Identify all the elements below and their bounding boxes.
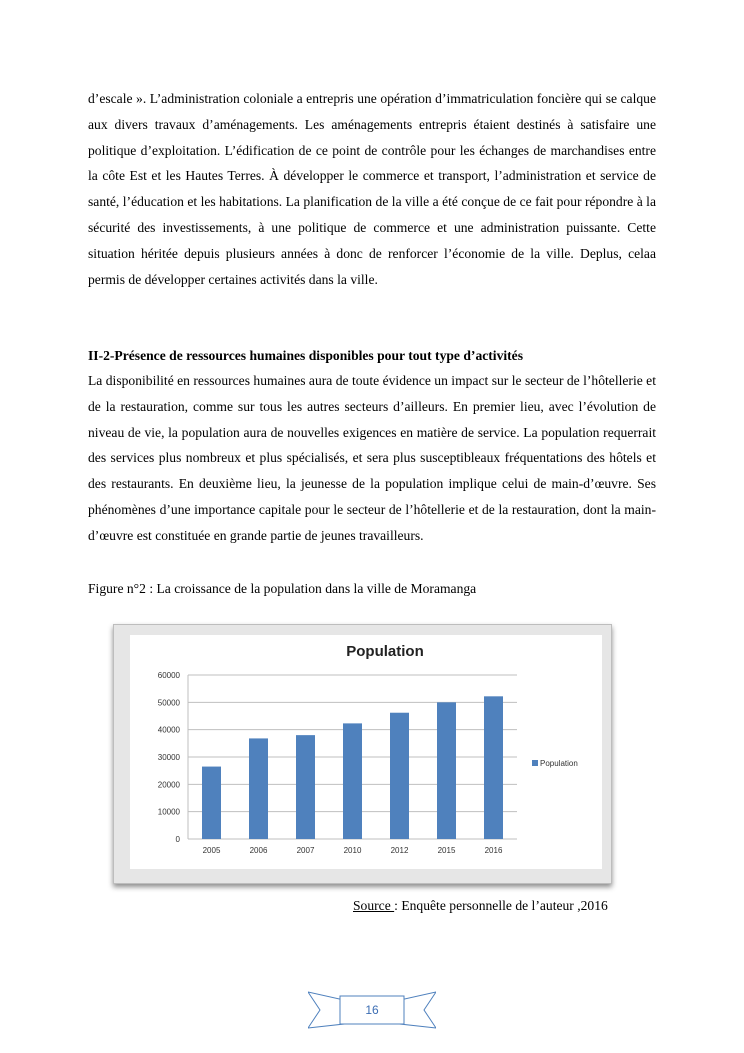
x-tick-label: 2005 <box>202 846 221 855</box>
x-tick-label: 2010 <box>343 846 362 855</box>
page-number-ribbon <box>308 990 436 1030</box>
x-tick-label: 2016 <box>484 846 503 855</box>
bar <box>437 702 456 839</box>
page-number: 16 <box>365 1003 379 1017</box>
y-tick-label: 10000 <box>157 807 180 817</box>
x-tick-label: 2012 <box>390 846 409 855</box>
y-tick-label: 0 <box>175 835 180 844</box>
bar <box>484 696 503 839</box>
y-tick-label: 30000 <box>157 753 180 762</box>
population-chart <box>130 635 602 869</box>
y-tick-label: 60000 <box>157 671 180 680</box>
y-tick-label: 40000 <box>157 725 180 735</box>
legend-label: Population <box>540 759 578 768</box>
x-tick-label: 2007 <box>296 846 315 855</box>
figure-caption: Figure n°2 : La croissance de la population dans la ville de Moramanga <box>88 581 477 596</box>
y-tick-label: 50000 <box>157 698 180 708</box>
source-label: Source <box>353 898 395 913</box>
bar <box>249 738 268 839</box>
bar <box>390 713 409 839</box>
bar <box>296 735 315 839</box>
chart-figure <box>113 624 612 884</box>
chart-title: Population <box>346 643 424 660</box>
legend-swatch <box>532 760 538 766</box>
source-line <box>353 895 608 917</box>
bar <box>202 767 221 839</box>
source-text: : Enquête personnelle de l’auteur ,2016 <box>394 898 608 913</box>
bar <box>343 723 362 839</box>
y-tick-label: 20000 <box>157 780 180 790</box>
chart-area <box>130 635 602 869</box>
body-paragraph-1: d’escale ». L’administration coloniale a entrepris une opération d’immatriculation foncière qui se calque aux divers travaux d’aménagements. Les aménagements entrepris étaient destinés à satisfaire une politique d’exploitation. L’édification de ce point de contrôle pour les échanges de marchandises entre la côte Est et les Hautes Terres. À développer le commerce et transport, l’administration et service de santé, l’éducation et les habitations. La planification de la ville a été conçue de ce fait pour répondre à la sécurité des investissements, à une politique de commerce et une administration puissante. Cette situation héritée depuis plusieurs années à donc de renforcer l’économie de la ville. Deplus, celaa permis de développer certaines activités dans la ville. <box>88 91 656 287</box>
x-tick-label: 2006 <box>249 846 268 855</box>
section-heading: II-2-Présence de ressources humaines disponibles pour tout type d’activités <box>88 348 523 363</box>
body-paragraph-2: La disponibilité en ressources humaines aura de toute évidence un impact sur le secteur de l’hôtellerie et de la restauration, comme sur tous les autres secteurs d’ailleurs. En premier lieu, avec l’évolution de niveau de vie, la population aura de nouvelles exigences en matière de service. La population requerrait des services plus nombreux et plus spécialisés, et sera plus susceptibleaux fréquentations des hôtels et des restaurants. En deuxième lieu, la jeunesse de la population implique celui de main-d’œuvre. Ses phénomènes d’une importance capitale pour le secteur de l’hôtellerie et de la restauration, dont la main-d’œuvre est constituée en grande partie de jeunes travailleurs. <box>88 373 656 543</box>
x-tick-label: 2015 <box>437 846 456 855</box>
